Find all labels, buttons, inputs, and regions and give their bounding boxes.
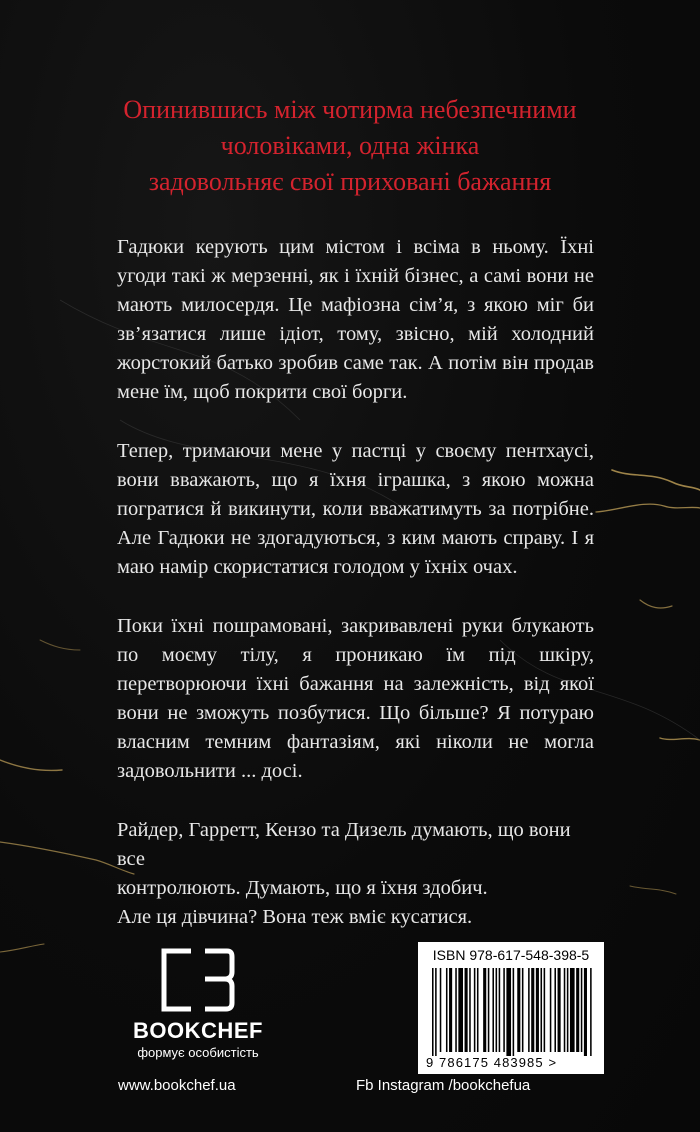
publisher-social[interactable]: Fb Instagram /bookchefua [356, 1077, 531, 1094]
barcode-digits [426, 1055, 598, 1070]
barcode-bar [449, 968, 452, 1052]
barcode-bar [477, 968, 479, 1052]
barcode-bar [522, 968, 524, 1052]
blurb-final-line: Райдер, Гарретт, Кензо та Дизель думають, що вони все [117, 819, 571, 870]
barcode-bar [435, 968, 437, 1056]
barcode-bar [564, 968, 566, 1052]
barcode-bar [446, 968, 448, 1052]
blurb-final-paragraph [117, 816, 594, 932]
publisher-slogan: формує особистість [137, 1045, 259, 1060]
bookchef-logo-icon [161, 948, 235, 1012]
barcode-bar [506, 968, 511, 1056]
isbn-barcode [418, 942, 604, 1074]
blurb-final-line: Але ця дівчина? Вона теж вміє кусатися. [117, 906, 473, 928]
isbn-text: ISBN 978-617-548-398-5 [432, 947, 590, 963]
barcode-quiet-mark: > [548, 1055, 558, 1070]
barcode-bar [499, 968, 501, 1052]
barcode-bar [536, 968, 539, 1052]
barcode-bar [465, 968, 468, 1052]
barcode-bar [531, 968, 534, 1052]
tagline-line: задовольняє свої приховані бажання [148, 167, 552, 196]
barcode-bar [488, 968, 490, 1052]
barcode-bar [440, 968, 442, 1052]
barcode-bar [492, 968, 494, 1052]
barcode-bar [567, 968, 569, 1052]
barcode-bar [458, 968, 463, 1052]
tagline [60, 92, 640, 200]
barcode-bar [554, 968, 556, 1052]
barcode-bar [496, 968, 498, 1052]
blurb-paragraph: Поки їхні пошрамовані, закривавлені руки блукають по моєму тілу, я проникаю їм під шкіру, перетворюючи їхні бажання на залежність, від якої вони не зможуть позбутися. Що більше? Я потураю власним темним фантазіям, які ніколи не могла задовольнити ... досі. [117, 615, 594, 782]
barcode-bar [503, 968, 505, 1052]
barcode-bar [528, 968, 530, 1052]
barcode-digits-text: 9 786175 483985 [426, 1055, 544, 1070]
blurb-paragraph: Гадюки керують цим містом і всіма в ньому. Їхні угоди такі ж мерзенні, як і їхній бізнес, а самі вони не мають милосердя. Це мафіозна сім’я, з якою міг би зв’язатися лише ідіот, тому, звісно, мій холодний жорстокий батько зробив саме так. А потім він продав мене їм, щоб покрити свої борги. [117, 236, 594, 403]
blurb-paragraph: Тепер, тримаючи мене у пастці у своєму пентхаусі, вони вважають, що я їхня іграшка, з якою можна погратися й викинути, коли вважатимуть за потрібне. Але Гадюки не здогадуються, з ким мають справу. І я маю намір скористатися голодом у їхніх очах. [117, 440, 594, 578]
barcode-bar [432, 968, 434, 1056]
barcode-bar [558, 968, 561, 1052]
barcode-bar [590, 968, 592, 1056]
barcode-bar [541, 968, 543, 1052]
barcode-bar [584, 968, 587, 1056]
barcode-bar [513, 968, 515, 1056]
barcode-bar [474, 968, 476, 1052]
barcode-bar [483, 968, 486, 1052]
barcode-bar [576, 968, 579, 1052]
barcode-bar [581, 968, 583, 1052]
publisher-logo [118, 948, 278, 1060]
barcode-bar [570, 968, 575, 1052]
blurb [117, 233, 594, 962]
barcode-bar [550, 968, 552, 1052]
publisher-website[interactable]: www.bookchef.ua [118, 1077, 236, 1094]
barcode-bar [517, 968, 520, 1052]
publisher-brand: BOOKCHEF [133, 1018, 263, 1043]
tagline-line: Опинившись між чотирма небезпечними [123, 95, 577, 124]
barcode-bar [469, 968, 471, 1052]
barcode-bar [544, 968, 546, 1052]
blurb-final-line: контролюють. Думають, що я їхня здобич. [117, 877, 488, 899]
barcode-bar [455, 968, 457, 1052]
tagline-line: чоловіками, одна жінка [220, 131, 480, 160]
